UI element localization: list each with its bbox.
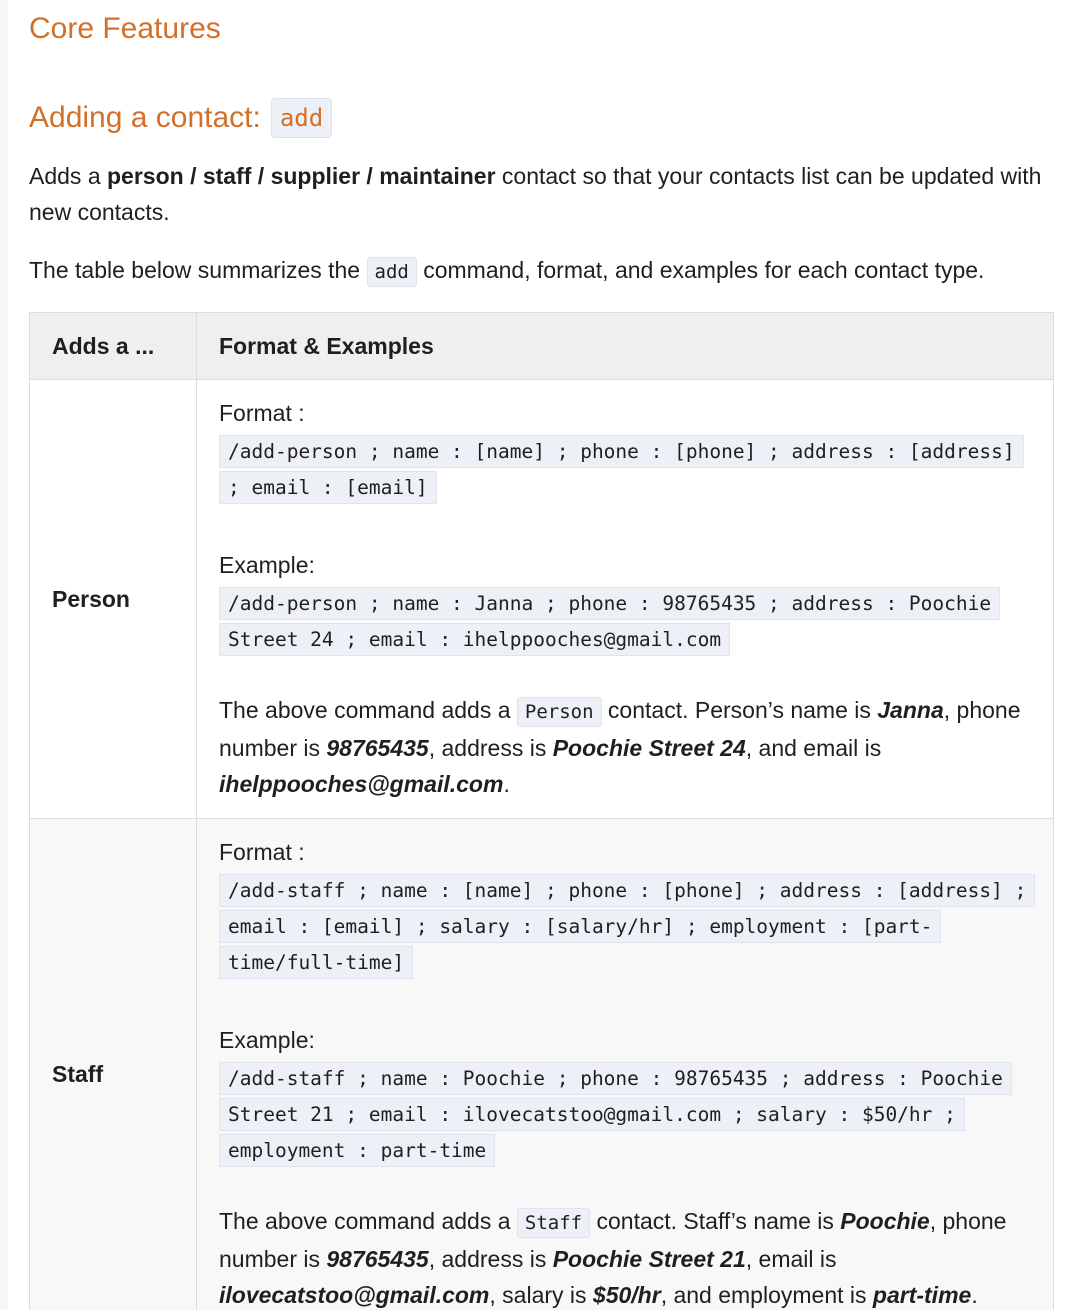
desc-text: , phone number is	[219, 1208, 1007, 1272]
table-intro-prefix: The table below summarizes the	[29, 257, 367, 283]
staff-format-code: /add-staff ; name : [name] ; phone : [phone] ; address : [address] ; email : [email] ; salary : [salary/hr] ; employment : [part-time/full-time]	[219, 874, 1035, 979]
desc-text: , and email is	[745, 735, 882, 761]
staff-email-value: ilovecatstoo@gmail.com	[219, 1282, 490, 1308]
add-command-badge: add	[271, 98, 332, 138]
intro-suffix: contact so that your contacts list can be updated with new contacts.	[29, 163, 1042, 225]
intro-prefix: Adds a	[29, 163, 107, 189]
section-title: Core Features	[29, 12, 221, 45]
subsection-title	[29, 98, 1054, 138]
row-type-person: Person	[30, 380, 197, 819]
desc-text: .	[971, 1282, 978, 1308]
person-name-value: Janna	[877, 697, 944, 723]
table-header-row	[30, 313, 1054, 380]
person-phone-value: 98765435	[326, 735, 429, 761]
staff-employment-value: part-time	[872, 1282, 972, 1308]
desc-text: The above command adds a	[219, 697, 517, 723]
format-code-block	[219, 873, 1031, 981]
desc-text: contact. Staff’s name is	[590, 1208, 841, 1234]
format-label: Format :	[219, 400, 305, 426]
person-address-value: Poochie Street 24	[552, 735, 746, 761]
staff-description	[219, 1203, 1031, 1310]
desc-text: The above command adds a	[219, 1208, 517, 1234]
document-page	[8, 0, 1078, 1310]
person-description	[219, 692, 1031, 802]
intro-paragraph	[29, 158, 1054, 230]
staff-name-value: Poochie	[840, 1208, 930, 1234]
person-format-code: /add-person ; name : [name] ; phone : [phone] ; address : [address] ; email : [email]	[219, 435, 1024, 504]
example-code-block	[219, 1061, 1031, 1169]
desc-text: , address is	[428, 1246, 553, 1272]
table-intro-suffix: command, format, and examples for each contact type.	[416, 257, 985, 283]
subsection-title-text: Adding a contact:	[29, 101, 261, 134]
table-row-person	[30, 380, 1054, 819]
example-label: Example:	[219, 552, 315, 578]
format-label: Format :	[219, 839, 305, 865]
staff-salary-value: $50/hr	[592, 1282, 661, 1308]
add-command-table	[29, 312, 1054, 1310]
table-intro-paragraph	[29, 252, 1054, 290]
header-format-examples: Format & Examples	[197, 313, 1054, 380]
staff-type-code: Staff	[517, 1208, 590, 1238]
person-type-code: Person	[517, 697, 602, 727]
header-adds-a: Adds a ...	[30, 313, 197, 380]
staff-address-value: Poochie Street 21	[552, 1246, 746, 1272]
staff-example-code: /add-staff ; name : Poochie ; phone : 98765435 ; address : Poochie Street 21 ; email : ilovecatstoo@gmail.com ; salary : $50/hr ; employment : part-time	[219, 1062, 1012, 1167]
table-intro-command: add	[367, 257, 417, 287]
person-email-value: ihelppooches@gmail.com	[219, 771, 504, 797]
desc-text: , address is	[428, 735, 553, 761]
person-example-code: /add-person ; name : Janna ; phone : 98765435 ; address : Poochie Street 24 ; email : ihelppooches@gmail.com	[219, 587, 1000, 656]
row-details-staff	[197, 819, 1054, 1310]
staff-phone-value: 98765435	[326, 1246, 429, 1272]
intro-contact-types: person / staff / supplier / maintainer	[107, 163, 496, 189]
desc-text: .	[503, 771, 510, 797]
example-label: Example:	[219, 1027, 315, 1053]
desc-text: contact. Person’s name is	[601, 697, 878, 723]
row-details-person	[197, 380, 1054, 819]
desc-text: , salary is	[489, 1282, 593, 1308]
example-code-block	[219, 586, 1031, 658]
format-code-block	[219, 434, 1031, 506]
table-row-staff	[30, 819, 1054, 1310]
desc-text: , and employment is	[660, 1282, 873, 1308]
desc-text: , phone number is	[219, 697, 1021, 761]
row-type-staff: Staff	[30, 819, 197, 1310]
desc-text: , email is	[745, 1246, 837, 1272]
